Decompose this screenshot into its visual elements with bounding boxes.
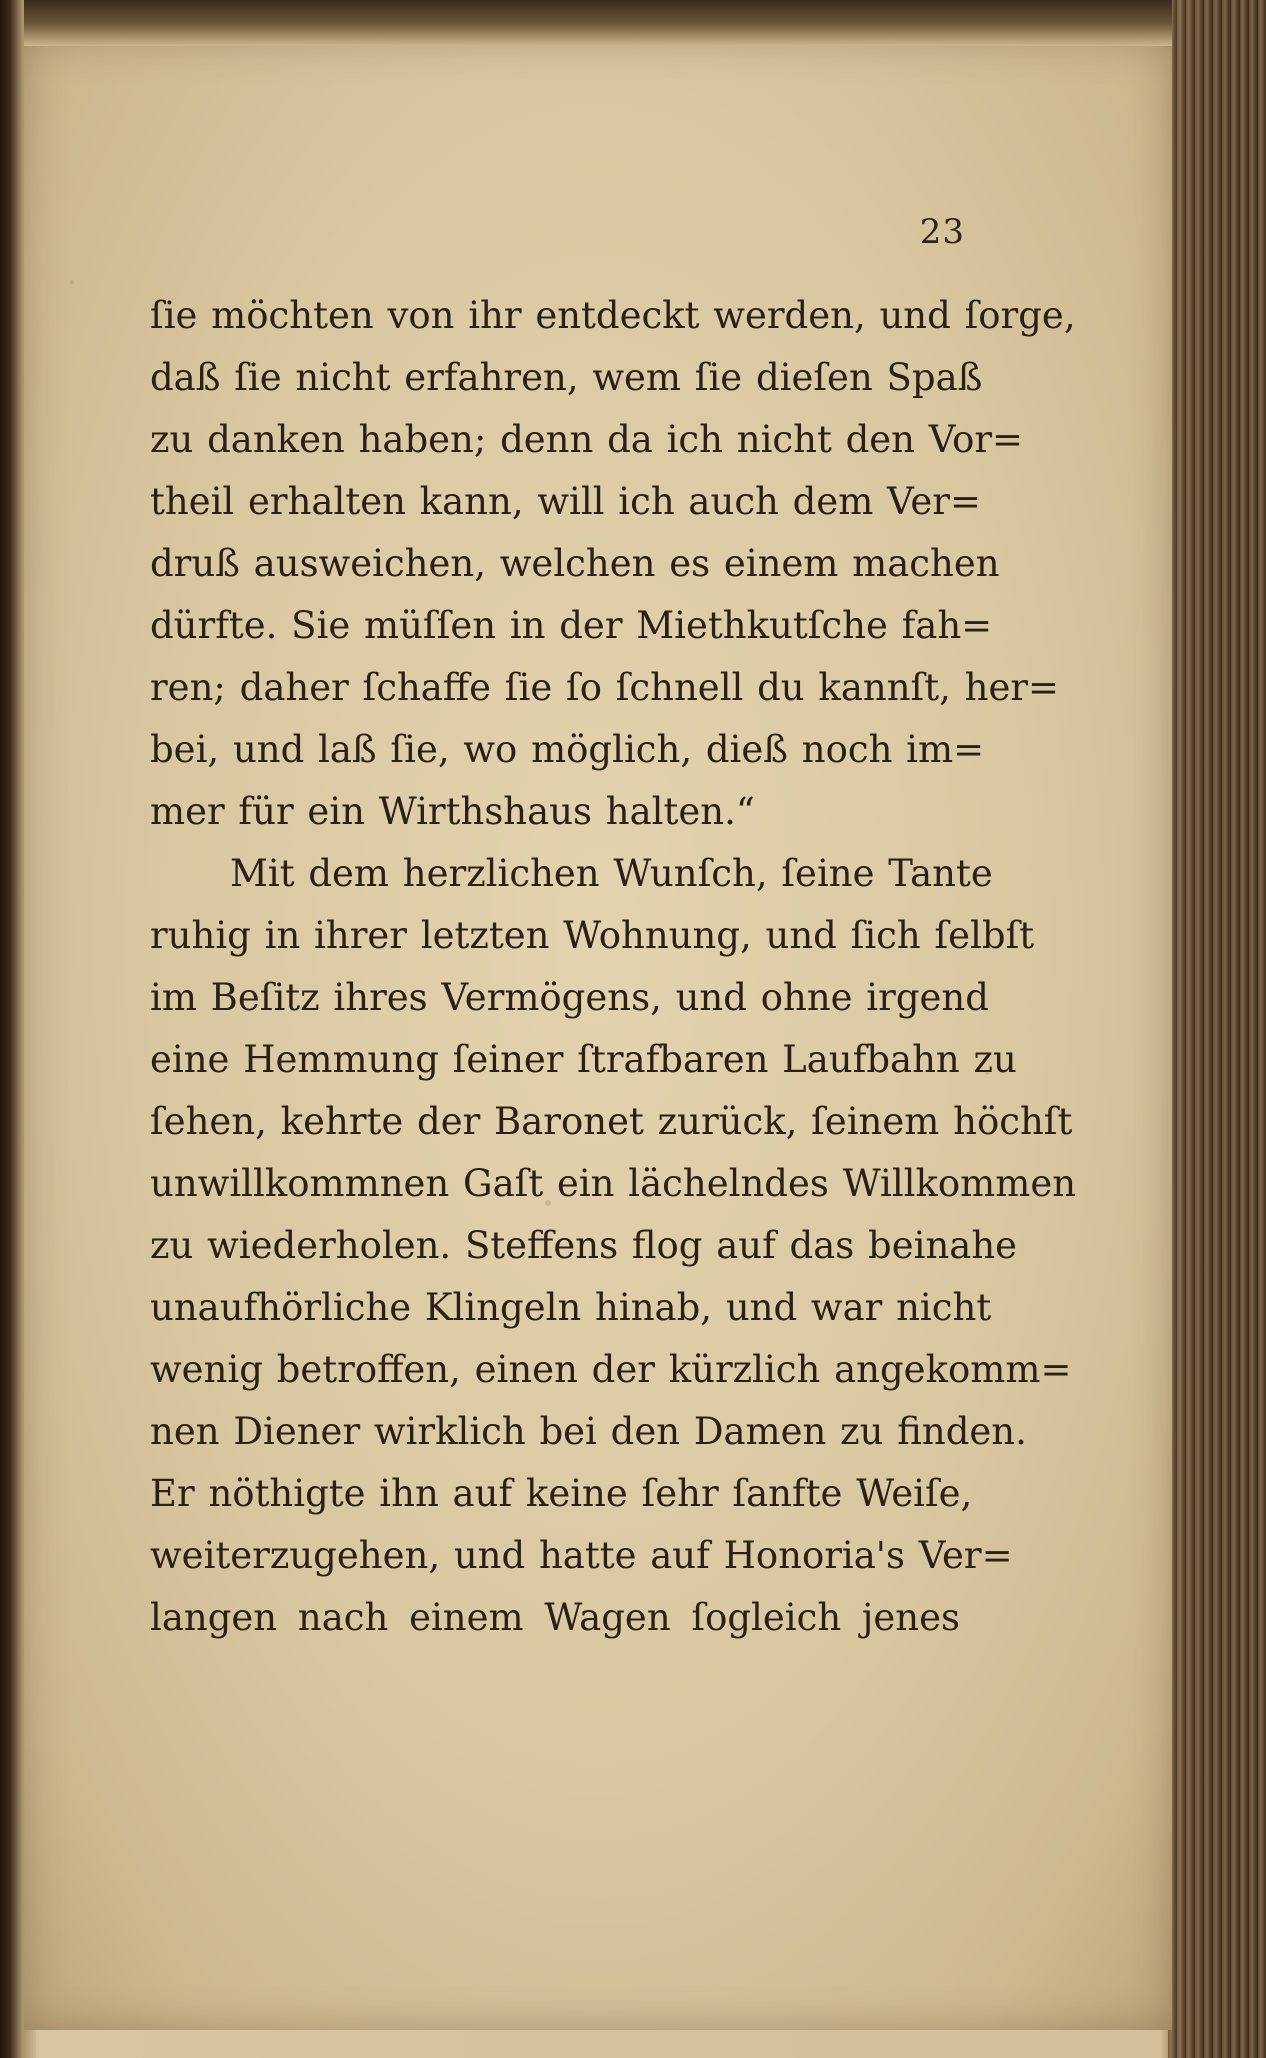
text-line: unwillkommnen Gaſt ein lächelndes Willkommen: [150, 1162, 1077, 1205]
text-line: bei, und laß ſie, wo möglich, dieß noch im=: [150, 728, 985, 771]
text-line: unaufhörliche Klingeln hinab, und war nicht: [150, 1286, 992, 1329]
text-line: ſehen, kehrte der Baronet zurück, ſeinem höchſt: [150, 1100, 1073, 1143]
text-line: nen Diener wirklich bei den Damen zu finden.: [150, 1410, 1027, 1453]
text-line: weiterzugehen, und hatte auf Honoria's Ver=: [150, 1534, 1013, 1577]
top-edge-shadow: [24, 0, 1172, 46]
text-line: Er nöthigte ihn auf keine ſehr ſanfte Weiſe,: [150, 1472, 973, 1515]
text-line: ruhig in ihrer letzten Wohnung, und ſich ſelbſt: [150, 914, 1035, 957]
text-line: dürfte. Sie müſſen in der Miethkutſche fah=: [150, 604, 993, 647]
text-line: zu wiederholen. Steffens flog auf das beinahe: [150, 1224, 1018, 1267]
text-line: theil erhalten kann, will ich auch dem Ver=: [150, 480, 981, 523]
page-number: 23: [919, 212, 965, 252]
text-line: ren; daher ſchaffe ſie ſo ſchnell du kannſt, her=: [150, 666, 1060, 709]
text-line: im Beſitz ihres Vermögens, und ohne irgend: [150, 976, 989, 1019]
body-text: [150, 285, 1077, 1649]
page-edges: [1168, 0, 1266, 2058]
text-line: druß ausweichen, welchen es einem machen: [150, 542, 1000, 585]
paragraph-first-line: Mit dem herzlichen Wunſch, ſeine Tante: [230, 852, 993, 895]
text-line: ſie möchten von ihr entdeckt werden, und ſorge,: [150, 294, 1076, 337]
text-line: wenig betroffen, einen der kürzlich angekomm=: [150, 1348, 1072, 1391]
paper-spot: [70, 280, 74, 284]
text-line: mer für ein Wirthshaus halten.“: [150, 790, 755, 833]
text-line: eine Hemmung ſeiner ſtrafbaren Laufbahn zu: [150, 1038, 1017, 1081]
text-line: langen nach einem Wagen ſogleich jenes: [150, 1596, 960, 1639]
text-line: zu danken haben; denn da ich nicht den Vor=: [150, 418, 1024, 461]
text-line: daß ſie nicht erfahren, wem ſie dieſen Spaß: [150, 356, 983, 399]
